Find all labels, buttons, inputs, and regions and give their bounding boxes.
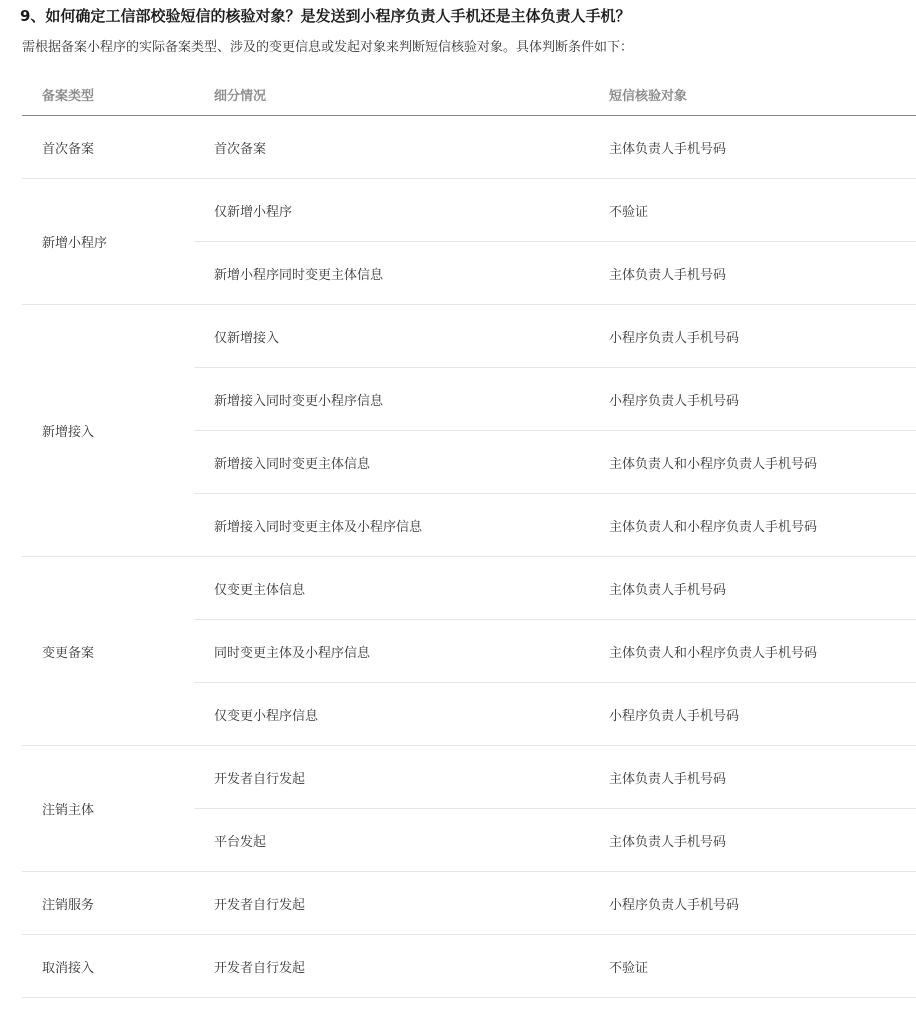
filing-type-cell: 新增小程序 bbox=[22, 179, 194, 305]
table-row bbox=[22, 116, 916, 179]
verify-target-cell: 主体负责人手机号码 bbox=[589, 116, 916, 179]
table-row bbox=[22, 935, 916, 998]
filing-type-cell: 取消接入 bbox=[22, 935, 194, 998]
verify-target-cell: 主体负责人和小程序负责人手机号码 bbox=[589, 431, 916, 494]
sub-case-cell: 开发者自行发起 bbox=[194, 935, 589, 998]
verify-target-cell: 主体负责人手机号码 bbox=[589, 809, 916, 872]
table-row bbox=[22, 746, 916, 809]
filing-type-cell: 首次备案 bbox=[22, 116, 194, 179]
verify-target-cell: 主体负责人和小程序负责人手机号码 bbox=[589, 494, 916, 557]
sub-case-cell: 仅新增小程序 bbox=[194, 179, 589, 242]
table-row bbox=[22, 872, 916, 935]
faq-intro-text: 需根据备案小程序的实际备案类型、涉及的变更信息或发起对象来判断短信核验对象。具体判断条件如下： bbox=[22, 40, 634, 55]
filing-type-cell: 新增接入 bbox=[22, 305, 194, 557]
table-row bbox=[22, 305, 916, 368]
sub-case-cell: 新增接入同时变更主体信息 bbox=[194, 431, 589, 494]
table-row bbox=[22, 557, 916, 620]
filing-type-cell: 变更备案 bbox=[22, 557, 194, 746]
sub-case-cell: 开发者自行发起 bbox=[194, 872, 589, 935]
sub-case-cell: 开发者自行发起 bbox=[194, 746, 589, 809]
faq-question-title: 9、如何确定工信部校验短信的核验对象？是发送到小程序负责人手机还是主体负责人手机？ bbox=[20, 7, 631, 25]
verify-target-cell: 小程序负责人手机号码 bbox=[589, 872, 916, 935]
sub-case-cell: 首次备案 bbox=[194, 116, 589, 179]
verify-target-cell: 主体负责人手机号码 bbox=[589, 557, 916, 620]
sub-case-cell: 仅变更主体信息 bbox=[194, 557, 589, 620]
sub-case-cell: 平台发起 bbox=[194, 809, 589, 872]
sub-case-cell: 新增小程序同时变更主体信息 bbox=[194, 242, 589, 305]
sub-case-cell: 新增接入同时变更小程序信息 bbox=[194, 368, 589, 431]
header-sub-case: 细分情况 bbox=[194, 74, 589, 116]
verify-target-cell: 不验证 bbox=[589, 935, 916, 998]
verify-target-cell: 小程序负责人手机号码 bbox=[589, 368, 916, 431]
sub-case-cell: 仅变更小程序信息 bbox=[194, 683, 589, 746]
sub-case-cell: 新增接入同时变更主体及小程序信息 bbox=[194, 494, 589, 557]
verify-target-cell: 主体负责人手机号码 bbox=[589, 746, 916, 809]
verify-target-cell: 主体负责人手机号码 bbox=[589, 242, 916, 305]
filing-type-cell: 注销服务 bbox=[22, 872, 194, 935]
header-verify-target: 短信核验对象 bbox=[589, 74, 916, 116]
verify-target-cell: 小程序负责人手机号码 bbox=[589, 683, 916, 746]
sub-case-cell: 仅新增接入 bbox=[194, 305, 589, 368]
sub-case-cell: 同时变更主体及小程序信息 bbox=[194, 620, 589, 683]
table-body bbox=[22, 116, 916, 998]
verify-target-cell: 小程序负责人手机号码 bbox=[589, 305, 916, 368]
verify-target-cell: 不验证 bbox=[589, 179, 916, 242]
verify-target-cell: 主体负责人和小程序负责人手机号码 bbox=[589, 620, 916, 683]
header-filing-type: 备案类型 bbox=[22, 74, 194, 116]
filing-type-cell: 注销主体 bbox=[22, 746, 194, 872]
table-header-row bbox=[22, 74, 916, 116]
sms-verification-table bbox=[22, 74, 916, 998]
table-row bbox=[22, 179, 916, 242]
